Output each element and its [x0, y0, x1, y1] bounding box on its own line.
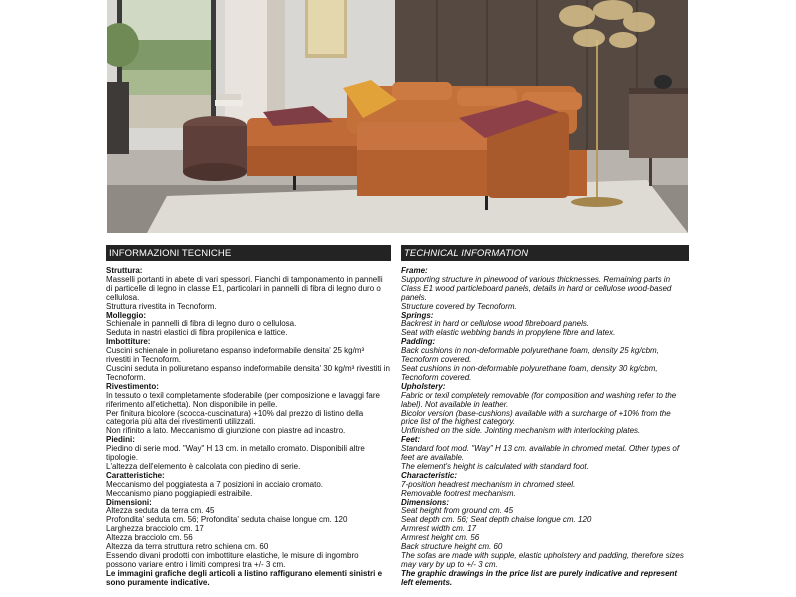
section-line: In tessuto o texil completamente sfoderabile (per composizione e lavaggi fare riferimento all'etichetta). Non disponibile in pelle.	[106, 390, 380, 409]
section-line: Armrest height cm. 56	[401, 533, 480, 543]
section-line: Seduta in nastri elastici di fibra propilenica e lattice.	[106, 328, 288, 338]
section-line: L'altezza dell'elemento è calcolata con piedino di serie.	[106, 461, 301, 471]
section-line: The sofas are made with supple, elastic upholstery and padding, therefore sizes may vary by up to +/- 3 cm.	[401, 551, 684, 569]
italian-section-piedini	[106, 436, 391, 472]
english-column	[401, 245, 689, 588]
section-line: Unfinished on the side. Jointing mechanism with interlocking plates.	[401, 426, 641, 436]
section-line: Larghezza bracciolo cm. 17	[106, 524, 204, 534]
section-title: Padding:	[401, 337, 436, 347]
section-line: Per finitura bicolore (scocca-cuscinatura) +10% dal prezzo di listino della categoria più alta dei rivestimenti utilizzati.	[106, 408, 364, 427]
section-title: Characteristic:	[401, 470, 458, 480]
english-header: TECHNICAL INFORMATION	[401, 245, 689, 261]
italian-section-molleggio	[106, 312, 391, 339]
section-line: Removable footrest mechanism.	[401, 488, 516, 498]
italian-header: INFORMAZIONI TECNICHE	[106, 245, 391, 261]
section-line: Non rifinito a lato. Meccanismo di giunzione con piastre ad incastro.	[106, 426, 346, 436]
section-line: Armrest width cm. 17	[401, 524, 477, 534]
section-line: Structure covered by Tecnoform.	[401, 301, 517, 311]
english-body	[401, 261, 689, 588]
section-line: Altezza da terra struttura retro schiena cm. 60	[106, 542, 269, 552]
section-line: Altezza bracciolo cm. 56	[106, 533, 193, 543]
english-section-dimensions	[401, 499, 689, 570]
section-title: Springs:	[401, 310, 434, 320]
section-line: Supporting structure in pinewood of various thicknesses. Remaining parts in Class E1 wood particleboard panels, details in hard or cellulose wood-based panels.	[401, 274, 672, 302]
section-line: Bicolor version (base-cushions) available with a surcharge of +10% from the price list of the highest category.	[401, 408, 671, 427]
section-line: Standard foot mod. "Way" H 13 cm. available in chromed metal. Other types of feet are available.	[401, 444, 680, 463]
section-line: Altezza seduta da terra cm. 45	[106, 506, 215, 516]
italian-disclaimer: Le immagini grafiche degli articoli a listino raffigurano elementi sinistri e sono puramente indicative.	[106, 568, 383, 587]
section-line: Seat height from ground cm. 45	[401, 506, 514, 516]
section-line: The element's height is calculated with standard foot.	[401, 461, 589, 471]
italian-section-caratteristiche	[106, 472, 391, 499]
italian-section-struttura	[106, 267, 391, 312]
section-line: Schienale in pannelli di fibra di legno duro o cellulosa.	[106, 319, 297, 329]
section-line: 7-position headrest mechanism in chromed steel.	[401, 479, 576, 489]
section-title: Frame:	[401, 266, 428, 275]
section-title: Struttura:	[106, 266, 143, 275]
section-title: Upholstery:	[401, 381, 446, 391]
section-line: Backrest in hard or cellulose wood fibreboard panels.	[401, 319, 590, 329]
section-line: Cuscini schienale in poliuretano espanso indeformabile densita' 25 kg/m³ rivestiti in Tecnoform.	[106, 346, 365, 365]
section-line: Cuscini seduta in poliuretano espanso indeformabile densita' 30 kg/m³ rivestiti in Tecnoform.	[106, 363, 390, 382]
section-line: Back structure height cm. 60	[401, 542, 503, 552]
italian-section-imbottiture	[106, 338, 391, 383]
section-line: Meccanismo piano poggiapiedi estraibile.	[106, 488, 253, 498]
italian-column	[106, 245, 391, 588]
english-section-frame	[401, 267, 689, 312]
section-line: Masselli portanti in abete di vari spessori. Fianchi di tamponamento in pannelli di particelle di legno in classe E1, particolari in pannelli di fibra di legno duro o cellulosa.	[106, 274, 383, 302]
product-photo	[107, 0, 688, 233]
english-section-springs	[401, 312, 689, 339]
section-title: Imbottiture:	[106, 337, 151, 347]
section-title: Piedini:	[106, 435, 135, 445]
section-line: Back cushions in non-deformable polyurethane foam, density 25 kg/cbm, Tecnoform covered.	[401, 346, 659, 365]
italian-section-rivestimento	[106, 383, 391, 436]
section-line: Struttura rivestita in Tecnoform.	[106, 301, 217, 311]
section-line: Seat cushions in non-deformable polyurethane foam, density 30 kg/cbm, Tecnoform covered.	[401, 363, 658, 382]
english-section-padding	[401, 338, 689, 383]
section-title: Dimensioni:	[106, 497, 152, 507]
section-title: Caratteristiche:	[106, 470, 165, 480]
section-title: Molleggio:	[106, 310, 146, 320]
section-line: Essendo divani prodotti con imbottiture elastiche, le misure di ingombro possono variare entro i limiti compresi tra +/- 3 cm.	[106, 551, 359, 569]
section-title: Feet:	[401, 435, 421, 445]
english-disclaimer: The graphic drawings in the price list are purely indicative and represent left elements.	[401, 568, 678, 587]
italian-body	[106, 261, 391, 588]
english-section-upholstery	[401, 383, 689, 436]
section-title: Dimensions:	[401, 497, 450, 507]
section-line: Meccanismo del poggiatesta a 7 posizioni in acciaio cromato.	[106, 479, 324, 489]
section-line: Seat with elastic webbing bands in propylene fibre and latex.	[401, 328, 616, 338]
section-title: Rivestimento:	[106, 381, 159, 391]
english-section-feet	[401, 436, 689, 472]
italian-section-dimensioni	[106, 499, 391, 570]
section-line: Fabric or texil completely removable (for composition and washing refer to the label). Not available in leather.	[401, 390, 677, 409]
english-section-characteristic	[401, 472, 689, 499]
section-line: Seat depth cm. 56; Seat depth chaise longue cm. 120	[401, 515, 592, 525]
section-line: Piedino di serie mod. "Way" H 13 cm. in metallo cromato. Disponibili altre tipologie.	[106, 444, 365, 463]
section-line: Profondita' seduta cm. 56; Profondita' seduta chaise longue cm. 120	[106, 515, 348, 525]
